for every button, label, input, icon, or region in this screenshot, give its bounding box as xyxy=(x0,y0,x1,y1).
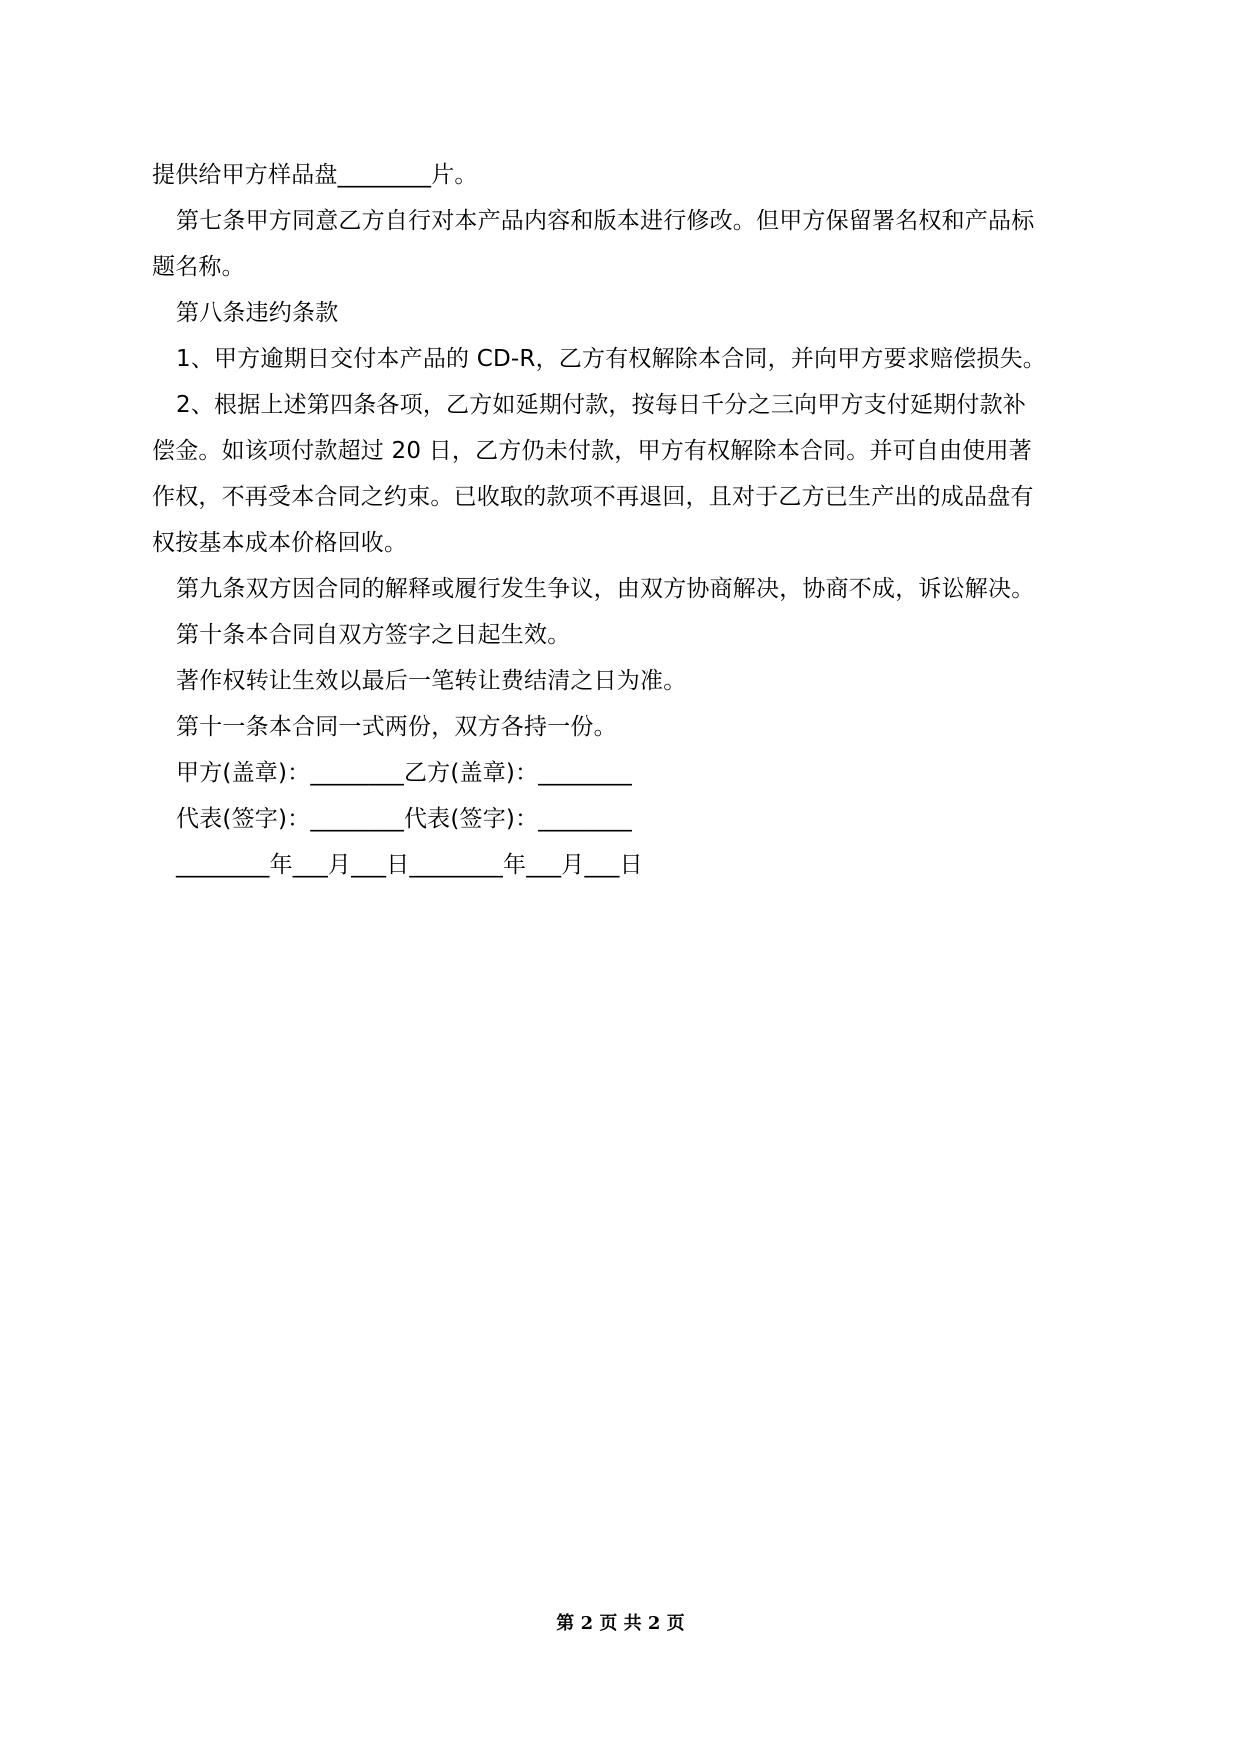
article-7-line-1: 第七条甲方同意乙方自行对本产品内容和版本进行修改。但甲方保留署名权和产品标 xyxy=(176,208,1035,234)
article-7-line-2: 题名称。 xyxy=(152,254,245,280)
article-8-clause-2-line-3: 作权，不再受本合同之约束。已收取的款项不再退回，且对于乙方已生产出的成品盘有 xyxy=(152,484,1034,510)
article-10: 第十条本合同自双方签字之日起生效。 xyxy=(176,622,571,648)
article-8-clause-2-line-4: 权按基本成本价格回收。 xyxy=(152,530,408,556)
document-body xyxy=(152,152,1097,888)
page-number-footer: 第 2 页 共 2 页 xyxy=(556,1613,685,1634)
seal-signature-line: 甲方(盖章)：________乙方(盖章)：________ xyxy=(176,760,632,786)
article-11: 第十一条本合同一式两份，双方各持一份。 xyxy=(176,714,617,740)
article-9: 第九条双方因合同的解释或履行发生争议，由双方协商解决，协商不成，诉讼解决。 xyxy=(176,576,1035,602)
copyright-effective-note: 著作权转让生效以最后一笔转让费结清之日为准。 xyxy=(176,668,687,694)
article-8-clause-1: 1、甲方逾期日交付本产品的 CD-R，乙方有权解除本合同，并向甲方要求赔偿损失。 xyxy=(176,346,1046,372)
paragraph-line: 提供给甲方样品盘________片。 xyxy=(152,162,478,188)
article-8-clause-2-line-2: 偿金。如该项付款超过 20 日，乙方仍未付款，甲方有权解除本合同。并可自由使用著 xyxy=(152,438,1032,464)
date-line: ________年___月___日________年___月___日 xyxy=(176,852,643,878)
representative-signature-line: 代表(签字)：________代表(签字)：________ xyxy=(176,806,632,832)
article-8-heading: 第八条违约条款 xyxy=(176,300,339,326)
article-8-clause-2-line-1: 2、根据上述第四条各项，乙方如延期付款，按每日千分之三向甲方支付延期付款补 xyxy=(176,392,1027,418)
